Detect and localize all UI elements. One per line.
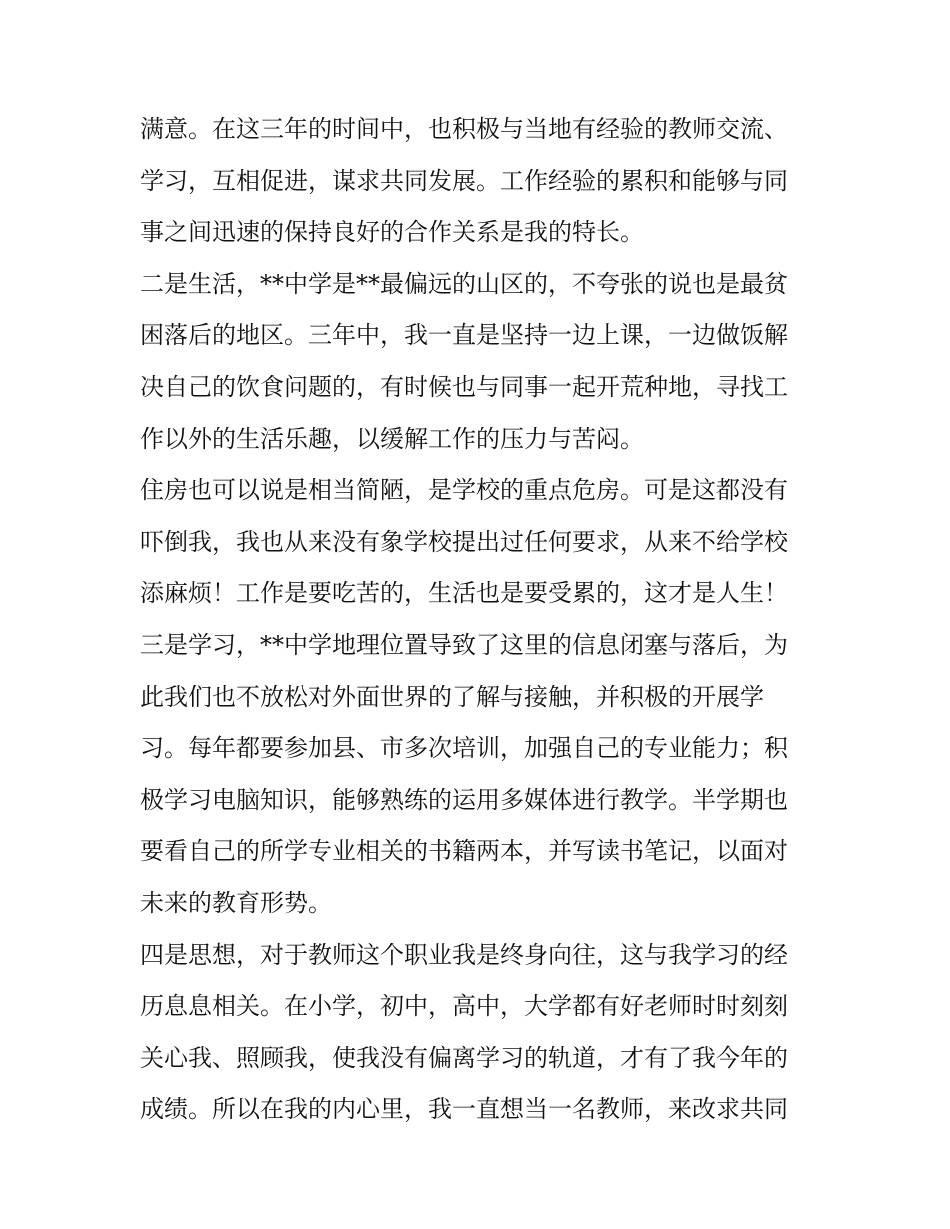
text-line: 二是生活，**中学是**最偏远的山区的，不夸张的说也是最贫 bbox=[140, 269, 788, 298]
text-line: 习。每年都要参加县、市多次培训，加强自己的专业能力；积 bbox=[140, 734, 788, 763]
text-line: 四是思想，对于教师这个职业我是终身向往，这与我学习的经 bbox=[140, 940, 788, 969]
text-line: 住房也可以说是相当简陋，是学校的重点危房。可是这都没有 bbox=[140, 476, 788, 505]
text-line: 添麻烦！工作是要吃苦的，生活也是要受累的，这才是人生！ bbox=[140, 579, 788, 608]
text-line: 三是学习，**中学地理位置导致了这里的信息闭塞与落后，为 bbox=[140, 630, 788, 659]
text-line: 成绩。所以在我的内心里，我一直想当一名教师，来改求共同 bbox=[140, 1095, 788, 1124]
text-line: 极学习电脑知识，能够熟练的运用多媒体进行教学。半学期也 bbox=[140, 785, 788, 814]
text-line: 此我们也不放松对外面世界的了解与接触，并积极的开展学 bbox=[140, 682, 764, 711]
text-line: 要看自己的所学专业相关的书籍两本，并写读书笔记，以面对 bbox=[140, 837, 788, 866]
text-line: 未来的教育形势。 bbox=[140, 888, 332, 917]
text-line: 学习，互相促进，谋求共同发展。工作经验的累积和能够与同 bbox=[140, 166, 788, 195]
text-line: 历息息相关。在小学，初中，高中，大学都有好老师时时刻刻 bbox=[140, 992, 788, 1021]
text-line: 满意。在这三年的时间中，也积极与当地有经验的教师交流、 bbox=[140, 115, 788, 143]
text-line: 吓倒我，我也从来没有象学校提出过任何要求，从来不给学校 bbox=[140, 527, 788, 556]
text-line: 关心我、照顾我，使我没有偏离学习的轨道，才有了我今年的 bbox=[140, 1043, 788, 1072]
text-line: 事之间迅速的保持良好的合作关系是我的特长。 bbox=[140, 218, 644, 247]
text-line: 作以外的生活乐趣，以缓解工作的压力与苦闷。 bbox=[140, 424, 644, 453]
document-body bbox=[140, 104, 820, 1136]
text-line: 困落后的地区。三年中，我一直是坚持一边上课，一边做饭解 bbox=[140, 321, 788, 350]
text-line: 决自己的饮食问题的，有时候也与同事一起开荒种地，寻找工 bbox=[140, 372, 788, 401]
